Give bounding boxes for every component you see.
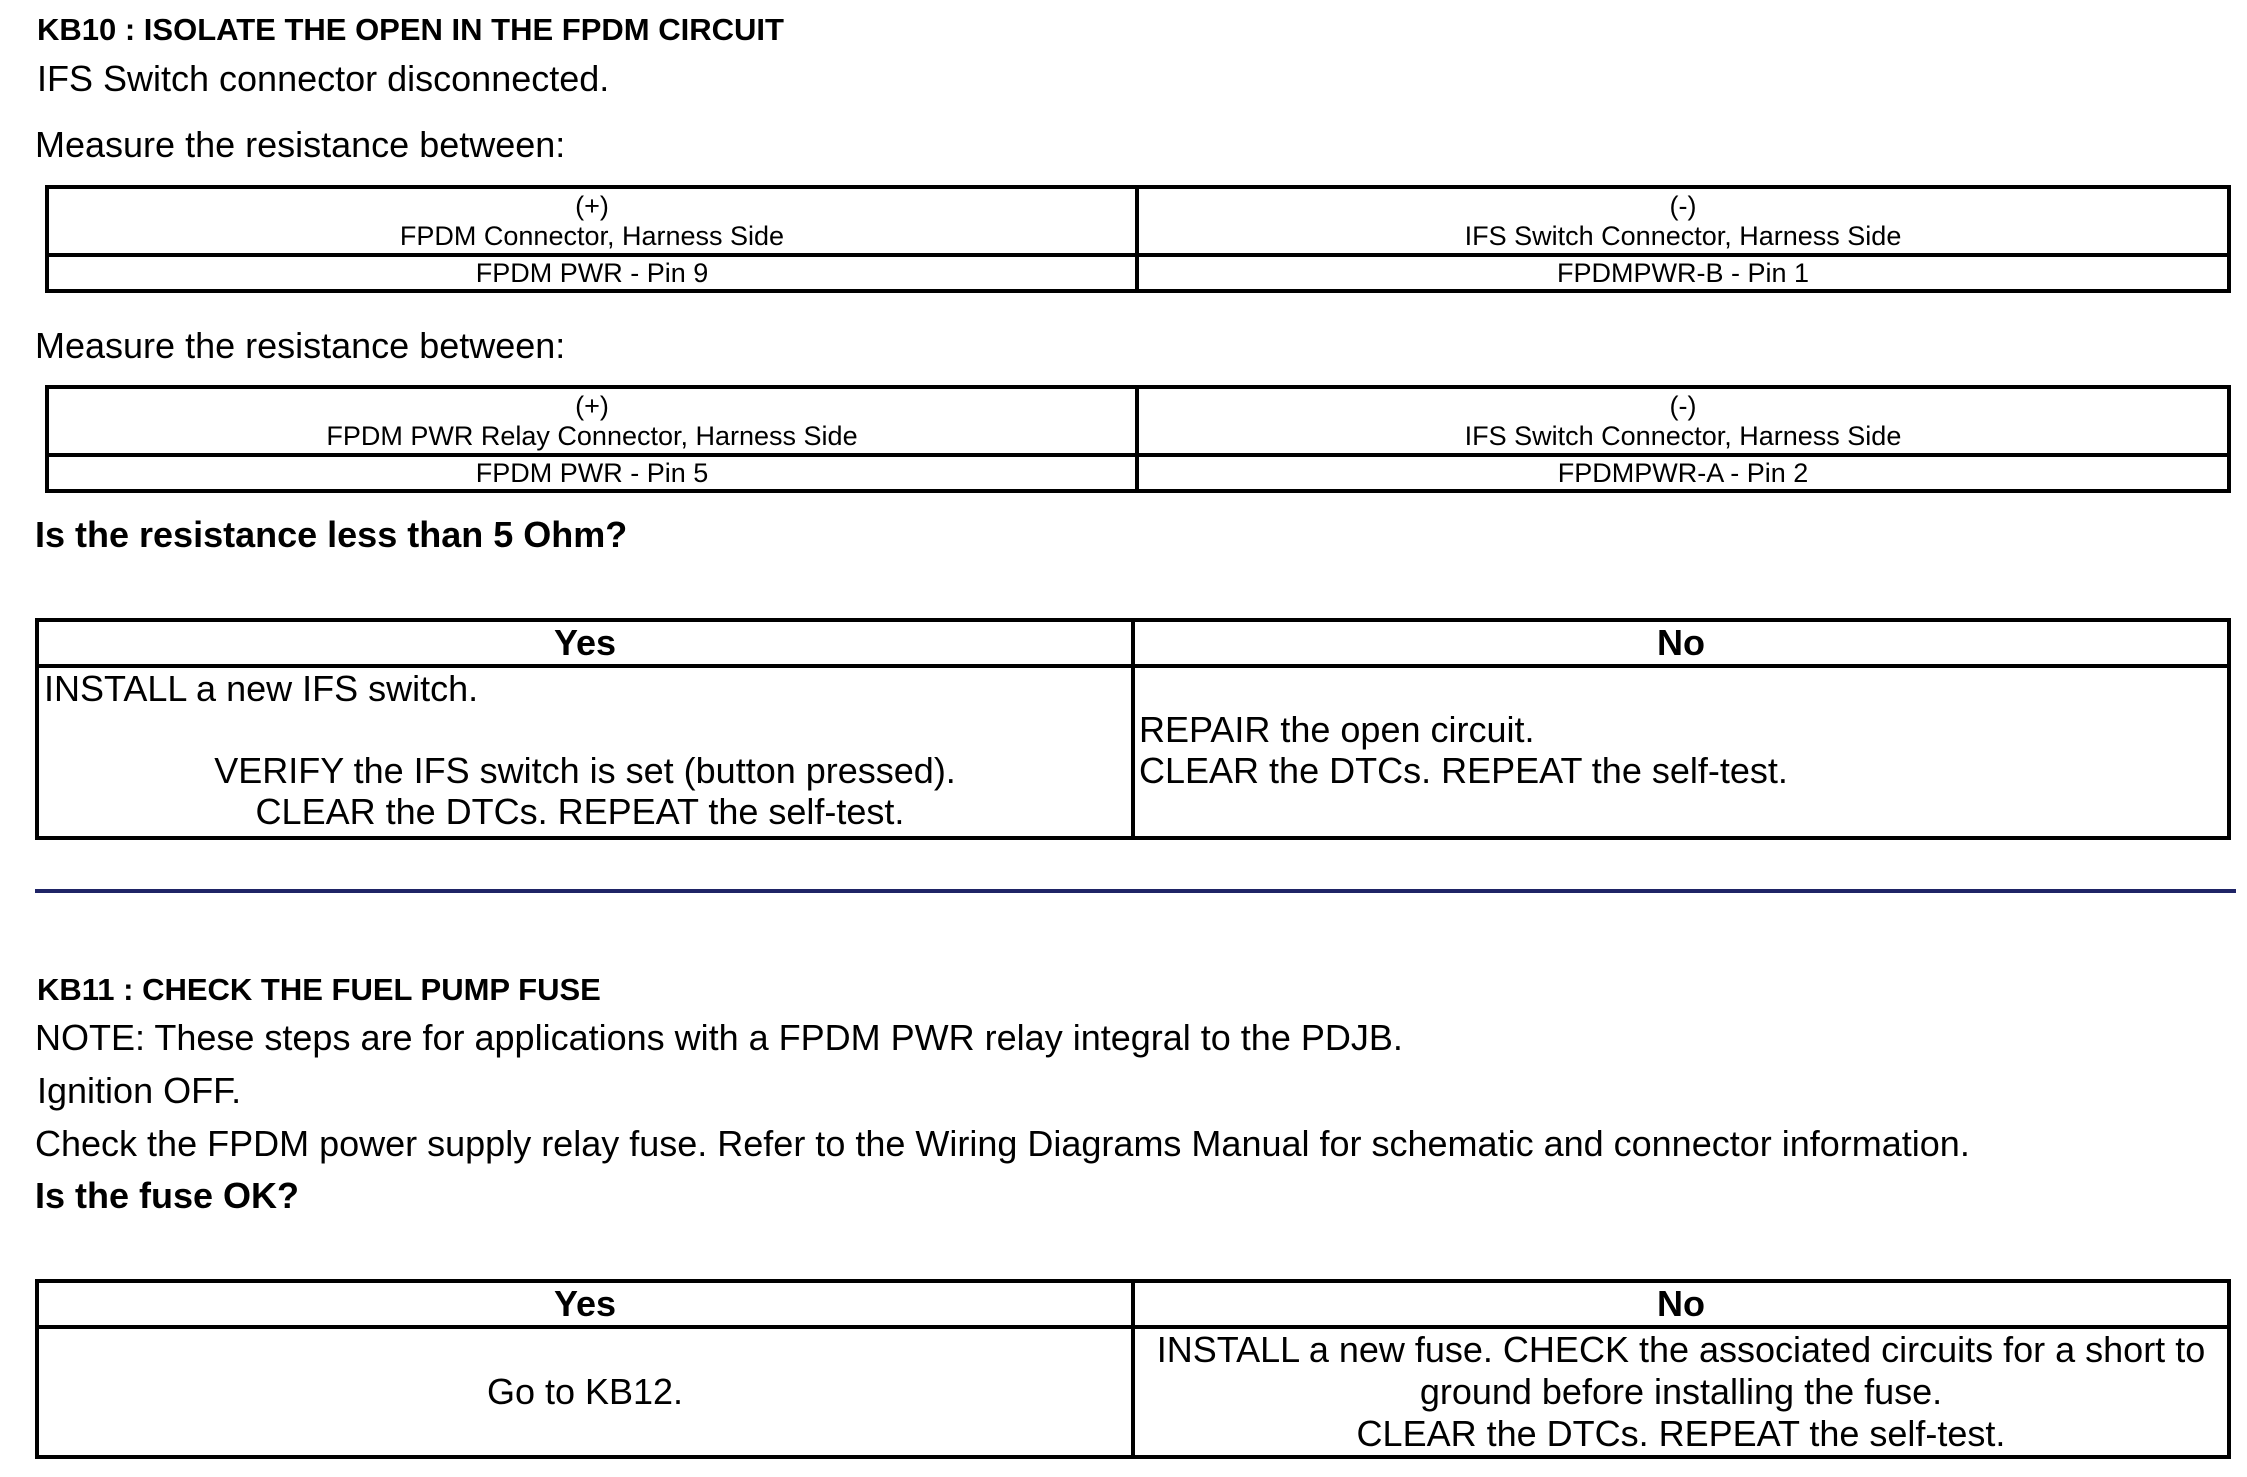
kb10-measure1-label: Measure the resistance between: <box>35 124 566 165</box>
positive-sign: (+) <box>575 391 609 421</box>
no-action-cell <box>1133 666 2229 838</box>
yes-action-cell <box>37 1327 1133 1457</box>
negative-sign: (-) <box>1669 191 1697 221</box>
no-line-clear: CLEAR the DTCs. REPEAT the self-test. <box>1139 750 1788 791</box>
kb10-title: KB10 : ISOLATE THE OPEN IN THE FPDM CIRCUIT <box>37 12 784 47</box>
kb10-result-table <box>35 618 2231 840</box>
kb11-result-table <box>35 1279 2231 1459</box>
negative-connector: IFS Switch Connector, Harness Side <box>1464 421 1902 451</box>
kb11-question: Is the fuse OK? <box>35 1175 300 1216</box>
section-divider <box>35 889 2236 893</box>
yes-line-install: INSTALL a new IFS switch. <box>44 668 479 709</box>
kb11-check-fuse: Check the FPDM power supply relay fuse. Refer to the Wiring Diagrams Manual for schematic and connector information. <box>35 1123 1970 1164</box>
no-line-ground: ground before installing the fuse. <box>1419 1371 1943 1412</box>
no-header: No <box>1133 620 2229 666</box>
kb10-measure2-table <box>45 385 2231 493</box>
positive-pin: FPDM PWR - Pin 5 <box>47 455 1137 491</box>
yes-action-cell <box>37 666 1133 838</box>
positive-connector: FPDM Connector, Harness Side <box>399 221 785 251</box>
negative-sign: (-) <box>1669 391 1697 421</box>
no-header: No <box>1133 1281 2229 1327</box>
yes-header: Yes <box>37 620 1133 666</box>
negative-pin: FPDMPWR-A - Pin 2 <box>1137 455 2229 491</box>
positive-connector: FPDM PWR Relay Connector, Harness Side <box>326 421 858 451</box>
measure2-positive-header <box>47 387 1137 455</box>
no-line-install: INSTALL a new fuse. CHECK the associated circuits for a short to <box>1156 1329 2206 1370</box>
no-action-cell <box>1133 1327 2229 1457</box>
no-line-repair: REPAIR the open circuit. <box>1139 709 1535 750</box>
kb10-question: Is the resistance less than 5 Ohm? <box>35 514 628 555</box>
measure2-negative-header <box>1137 387 2229 455</box>
kb11-title: KB11 : CHECK THE FUEL PUMP FUSE <box>37 972 601 1007</box>
positive-sign: (+) <box>575 191 609 221</box>
no-line-clear: CLEAR the DTCs. REPEAT the self-test. <box>1356 1413 2006 1454</box>
positive-pin: FPDM PWR - Pin 9 <box>47 255 1137 291</box>
kb11-note: NOTE: These steps are for applications with a FPDM PWR relay integral to the PDJB. <box>35 1017 1403 1058</box>
yes-line-clear: CLEAR the DTCs. REPEAT the self-test. <box>255 791 905 832</box>
yes-header: Yes <box>37 1281 1133 1327</box>
negative-pin: FPDMPWR-B - Pin 1 <box>1137 255 2229 291</box>
kb10-measure2-label: Measure the resistance between: <box>35 325 566 366</box>
kb10-measure1-table <box>45 185 2231 293</box>
measure1-positive-header <box>47 187 1137 255</box>
yes-line-verify: VERIFY the IFS switch is set (button pressed). <box>214 750 956 791</box>
measure1-negative-header <box>1137 187 2229 255</box>
kb10-condition: IFS Switch connector disconnected. <box>37 58 610 99</box>
negative-connector: IFS Switch Connector, Harness Side <box>1464 221 1902 251</box>
kb11-ignition: Ignition OFF. <box>37 1070 242 1111</box>
yes-goto-kb12: Go to KB12. <box>486 1371 684 1412</box>
